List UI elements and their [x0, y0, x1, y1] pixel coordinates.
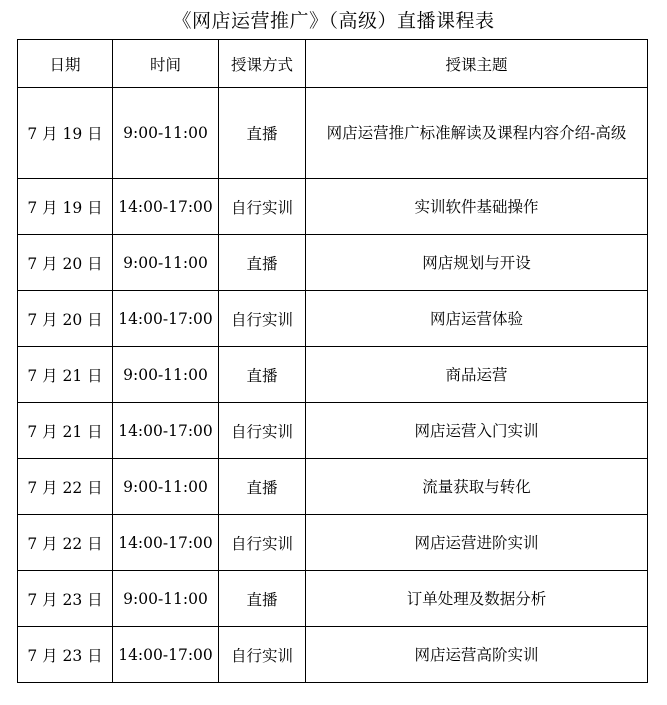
cell-method: 自行实训 — [219, 515, 306, 571]
cell-time: 9:00-11:00 — [113, 571, 219, 627]
cell-date: 7 月 22 日 — [18, 515, 113, 571]
cell-method: 直播 — [219, 347, 306, 403]
cell-date: 7 月 20 日 — [18, 291, 113, 347]
table-row — [18, 235, 648, 291]
cell-topic: 订单处理及数据分析 — [306, 571, 648, 627]
cell-topic: 网店运营高阶实训 — [306, 627, 648, 683]
cell-topic: 网店运营体验 — [306, 291, 648, 347]
table-row — [18, 627, 648, 683]
cell-topic: 网店运营推广标准解读及课程内容介绍-高级 — [306, 88, 648, 179]
cell-method: 自行实训 — [219, 291, 306, 347]
cell-topic: 网店规划与开设 — [306, 235, 648, 291]
table-row — [18, 459, 648, 515]
cell-method: 直播 — [219, 235, 306, 291]
cell-method: 直播 — [219, 459, 306, 515]
header-method: 授课方式 — [219, 40, 306, 88]
document-title: 《网店运营推广》（高级）直播课程表 — [172, 10, 495, 32]
cell-date: 7 月 21 日 — [18, 403, 113, 459]
cell-time: 14:00-17:00 — [113, 179, 219, 235]
cell-method: 直播 — [219, 88, 306, 179]
cell-time: 9:00-11:00 — [113, 88, 219, 179]
cell-date: 7 月 22 日 — [18, 459, 113, 515]
cell-time: 9:00-11:00 — [113, 459, 219, 515]
cell-method: 自行实训 — [219, 403, 306, 459]
table-row — [18, 571, 648, 627]
table-row — [18, 88, 648, 179]
cell-topic: 网店运营入门实训 — [306, 403, 648, 459]
table-row — [18, 515, 648, 571]
cell-time: 9:00-11:00 — [113, 347, 219, 403]
header-date: 日期 — [18, 40, 113, 88]
cell-date: 7 月 20 日 — [18, 235, 113, 291]
header-time: 时间 — [113, 40, 219, 88]
cell-time: 14:00-17:00 — [113, 291, 219, 347]
cell-date: 7 月 19 日 — [18, 179, 113, 235]
cell-date: 7 月 21 日 — [18, 347, 113, 403]
schedule-table — [17, 39, 648, 683]
cell-topic: 网店运营进阶实训 — [306, 515, 648, 571]
table-row — [18, 347, 648, 403]
table-row — [18, 179, 648, 235]
cell-date: 7 月 23 日 — [18, 627, 113, 683]
cell-topic: 实训软件基础操作 — [306, 179, 648, 235]
cell-time: 14:00-17:00 — [113, 403, 219, 459]
cell-topic: 流量获取与转化 — [306, 459, 648, 515]
cell-date: 7 月 23 日 — [18, 571, 113, 627]
header-row — [18, 40, 648, 88]
cell-time: 9:00-11:00 — [113, 235, 219, 291]
cell-method: 直播 — [219, 571, 306, 627]
cell-time: 14:00-17:00 — [113, 515, 219, 571]
table-row — [18, 291, 648, 347]
cell-date: 7 月 19 日 — [18, 88, 113, 179]
cell-method: 自行实训 — [219, 627, 306, 683]
header-topic: 授课主题 — [306, 40, 648, 88]
table-row — [18, 403, 648, 459]
cell-method: 自行实训 — [219, 179, 306, 235]
cell-time: 14:00-17:00 — [113, 627, 219, 683]
cell-topic: 商品运营 — [306, 347, 648, 403]
